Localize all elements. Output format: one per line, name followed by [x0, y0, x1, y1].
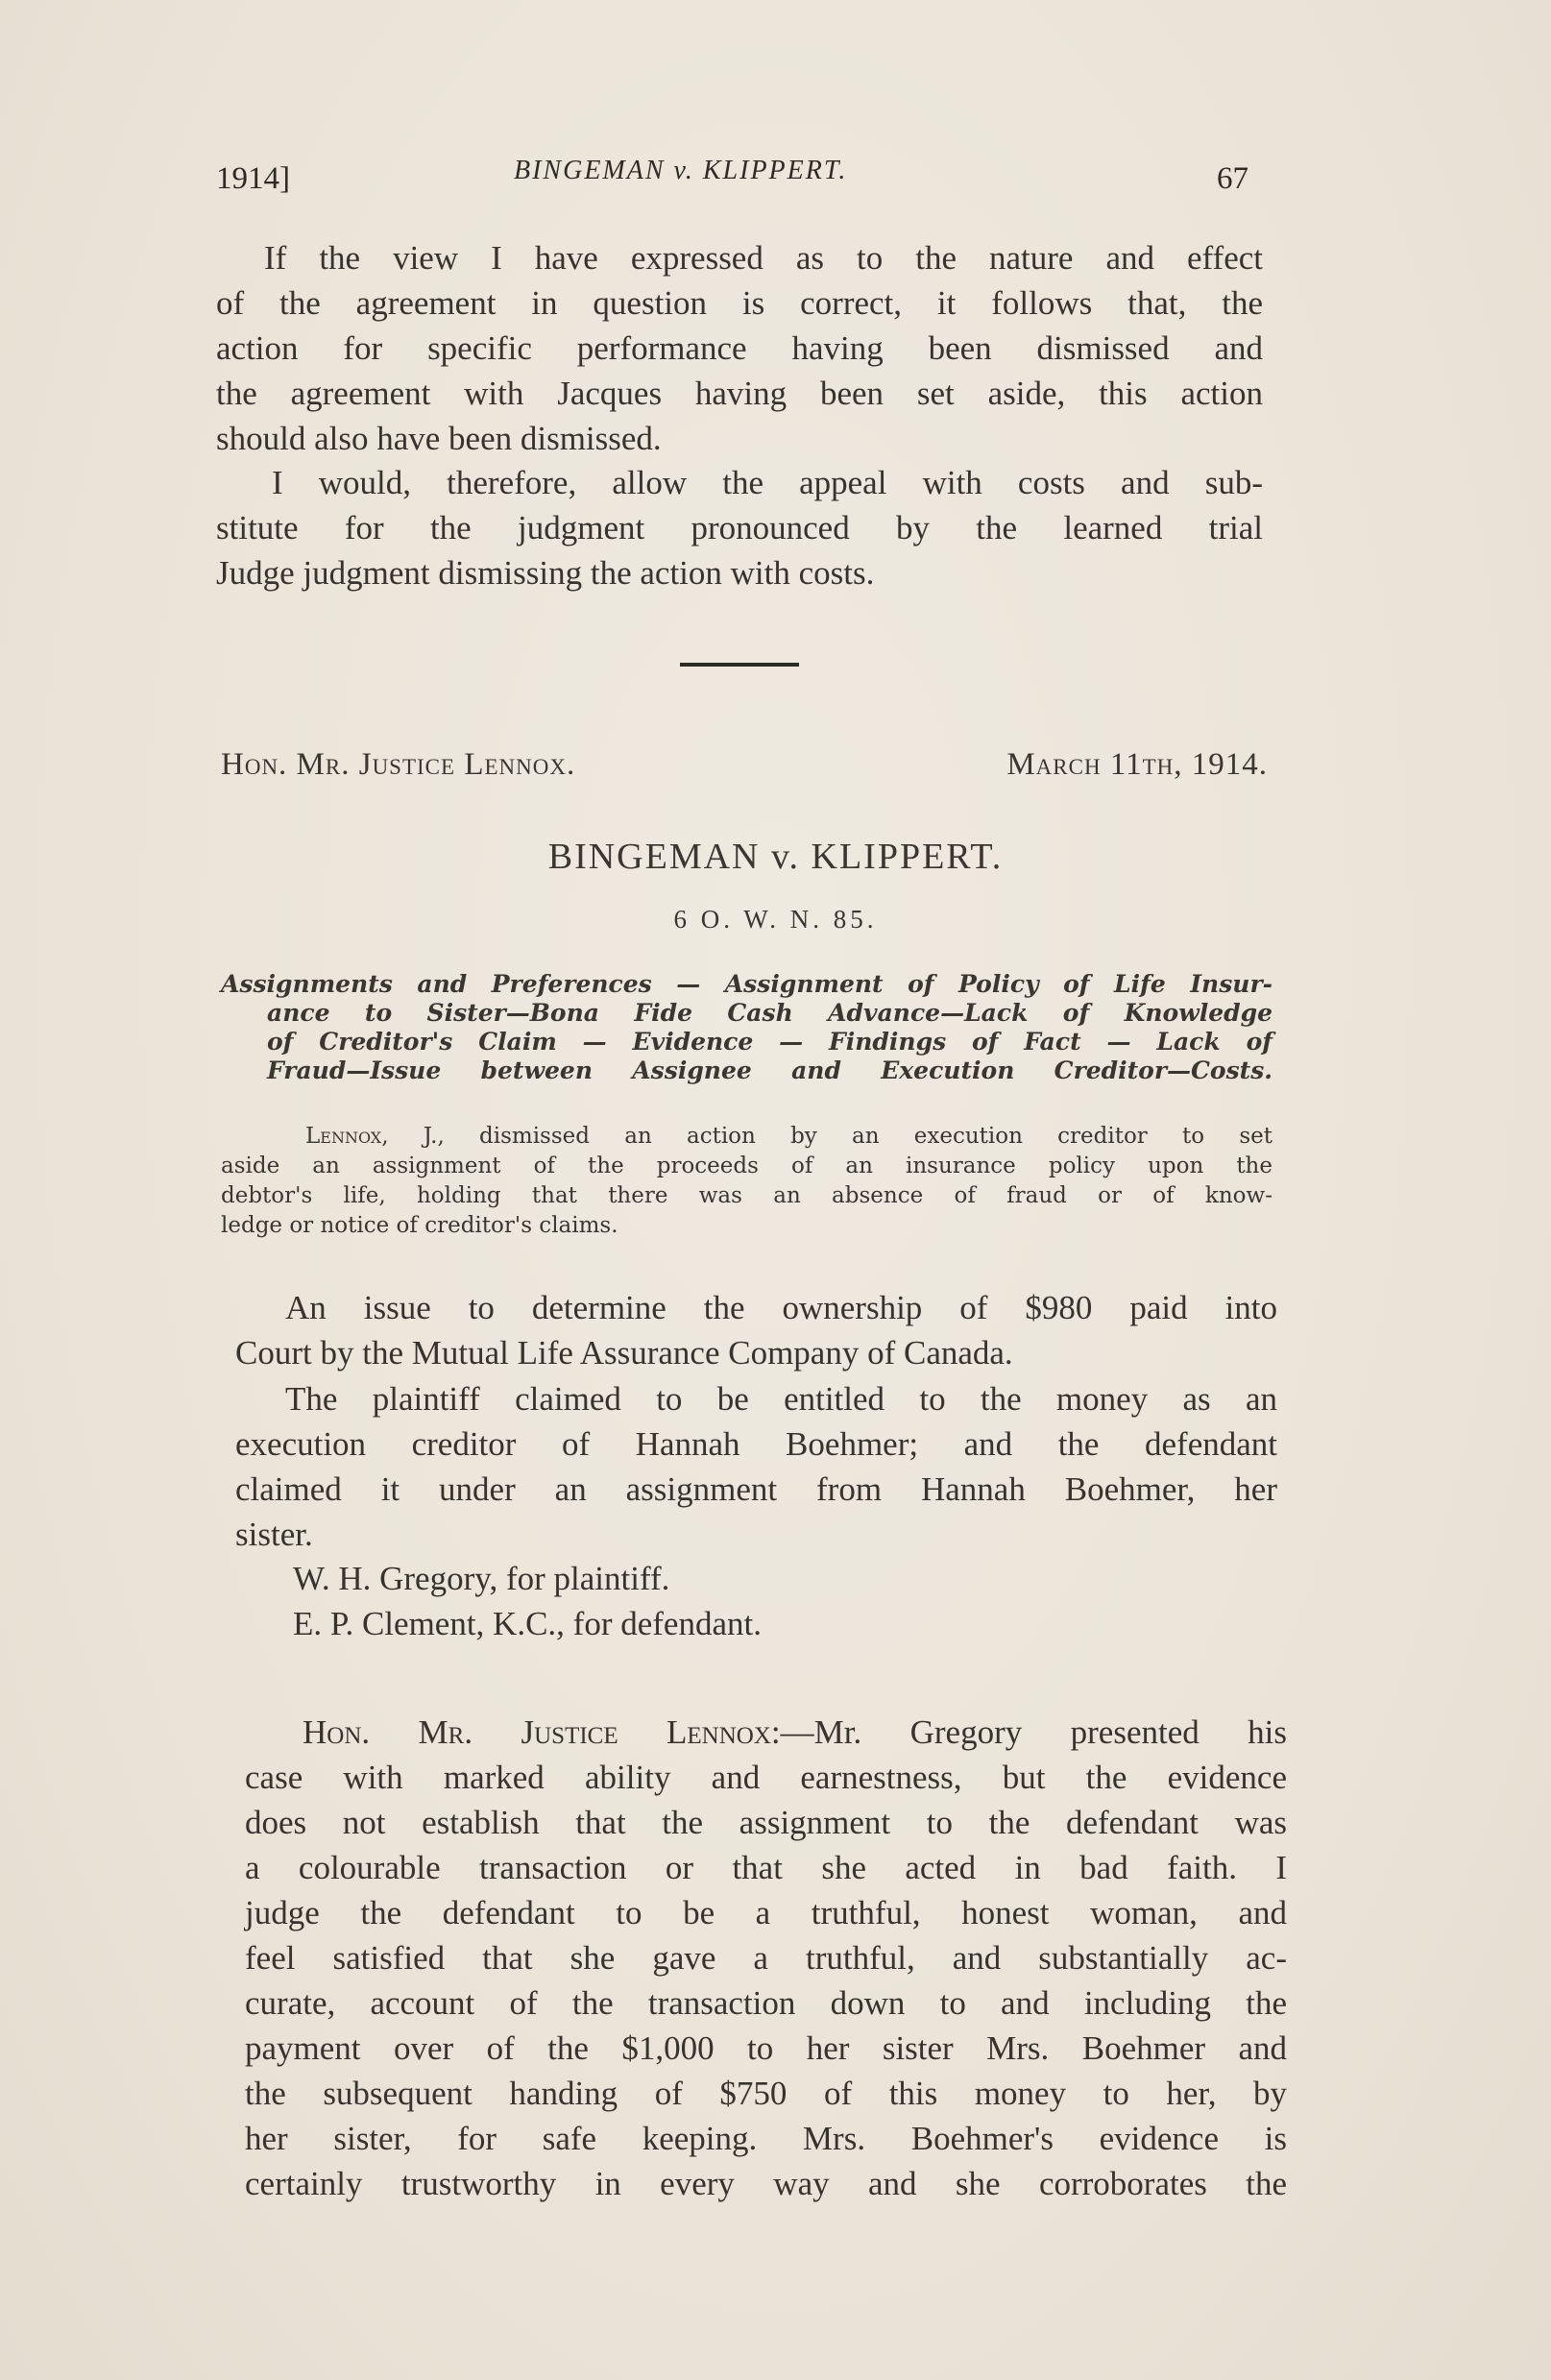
- text-line: payment over of the $1,000 to her sister Mrs. Boehmer and: [245, 2029, 1287, 2067]
- case-title: BINGEMAN v. KLIPPERT.: [547, 837, 1004, 877]
- issue-paragraph: [235, 1285, 1277, 1375]
- summary-judge-name: Lennox: [305, 1124, 382, 1149]
- text-line: of the agreement in question is correct, it follows that, the: [216, 284, 1263, 322]
- text-line: curate, account of the transaction down to and including the: [245, 1984, 1287, 2022]
- summary-line: aside an assignment of the proceeds of an insurance policy upon the: [221, 1154, 1272, 1178]
- text-line: An issue to determine the ownership of $980 paid into: [285, 1289, 1277, 1326]
- summary-line: debtor's life, holding that there was an absence of fraud or of know-: [221, 1183, 1272, 1208]
- text-line: execution creditor of Hannah Boehmer; and the defendant: [235, 1425, 1277, 1463]
- text-line: case with marked ability and earnestness, but the evidence: [245, 1759, 1287, 1796]
- page-number: 67: [1217, 161, 1248, 196]
- text-line: Judge judgment dismissing the action with costs.: [216, 554, 875, 592]
- case-citation: 6 O. W. N. 85.: [673, 905, 878, 934]
- text-line: The plaintiff claimed to be entitled to the money as an: [285, 1380, 1277, 1418]
- running-head-year: 1914]: [216, 161, 290, 196]
- headnote: [221, 970, 1272, 1085]
- text-line: does not establish that the assignment to the defendant was: [245, 1804, 1287, 1841]
- summary-first-line-text: , J., dismissed an action by an execution creditor to set: [381, 1124, 1272, 1149]
- text-line: should also have been dismissed.: [216, 420, 662, 457]
- case-judge: Hon. Mr. Justice Lennox.: [221, 747, 576, 782]
- running-head-title: BINGEMAN v. KLIPPERT.: [514, 156, 848, 185]
- headnote-line: ance to Sister—Bona Fide Cash Advance—Lack of Knowledge: [267, 999, 1272, 1027]
- counsel-plaintiff: W. H. Gregory, for plaintiff.: [293, 1560, 670, 1597]
- judgment-speaker: Hon. Mr. Justice Lennox: [303, 1713, 771, 1751]
- previous-judgment-paragraph-2: [216, 460, 1263, 595]
- text-line: sister.: [235, 1516, 313, 1553]
- text-line: action for specific performance having been dismissed and: [216, 329, 1263, 367]
- case-date: March 11th, 1914.: [1006, 747, 1268, 782]
- text-line: claimed it under an assignment from Hannah Boehmer, her: [235, 1470, 1277, 1508]
- text-line: her sister, for safe keeping. Mrs. Boehmer's evidence is: [245, 2120, 1287, 2157]
- text-line: [245, 1710, 1287, 1755]
- summary-line: [221, 1122, 1272, 1152]
- counsel-defendant: E. P. Clement, K.C., for defendant.: [293, 1605, 762, 1642]
- headnote-line: of Creditor's Claim — Evidence — Findings of Fact — Lack of: [267, 1028, 1272, 1056]
- headnote-line: Fraud—Issue between Assignee and Execution Creditor—Costs.: [267, 1056, 1272, 1084]
- previous-judgment-paragraph-1: [216, 235, 1263, 461]
- text-line: stitute for the judgment pronounced by the learned trial: [216, 509, 1263, 546]
- summary-line: ledge or notice of creditor's claims.: [221, 1213, 618, 1238]
- text-line: judge the defendant to be a truthful, honest woman, and: [245, 1894, 1287, 1931]
- case-summary: [221, 1122, 1272, 1241]
- running-head: [216, 156, 1277, 200]
- judgment-paragraph: [245, 1710, 1287, 2206]
- text-line: Court by the Mutual Life Assurance Company of Canada.: [235, 1334, 1013, 1372]
- text-line: a colourable transaction or that she acted in bad faith. I: [245, 1849, 1287, 1886]
- text-line: I would, therefore, allow the appeal with costs and sub-: [272, 464, 1263, 501]
- section-divider: [680, 663, 799, 667]
- headnote-line: Assignments and Preferences — Assignment of Policy of Life Insur-: [221, 970, 1272, 998]
- text-line: feel satisfied that she gave a truthful, and substantially ac-: [245, 1939, 1287, 1977]
- text-line: the agreement with Jacques having been set aside, this action: [216, 375, 1263, 412]
- text-line: If the view I have expressed as to the nature and effect: [264, 239, 1263, 277]
- text-line: the subsequent handing of $750 of this money to her, by: [245, 2075, 1287, 2112]
- judgment-first-line-text: :—Mr. Gregory presented his: [770, 1713, 1287, 1751]
- text-line: certainly trustworthy in every way and she corroborates the: [245, 2165, 1287, 2202]
- claims-paragraph: [235, 1376, 1277, 1557]
